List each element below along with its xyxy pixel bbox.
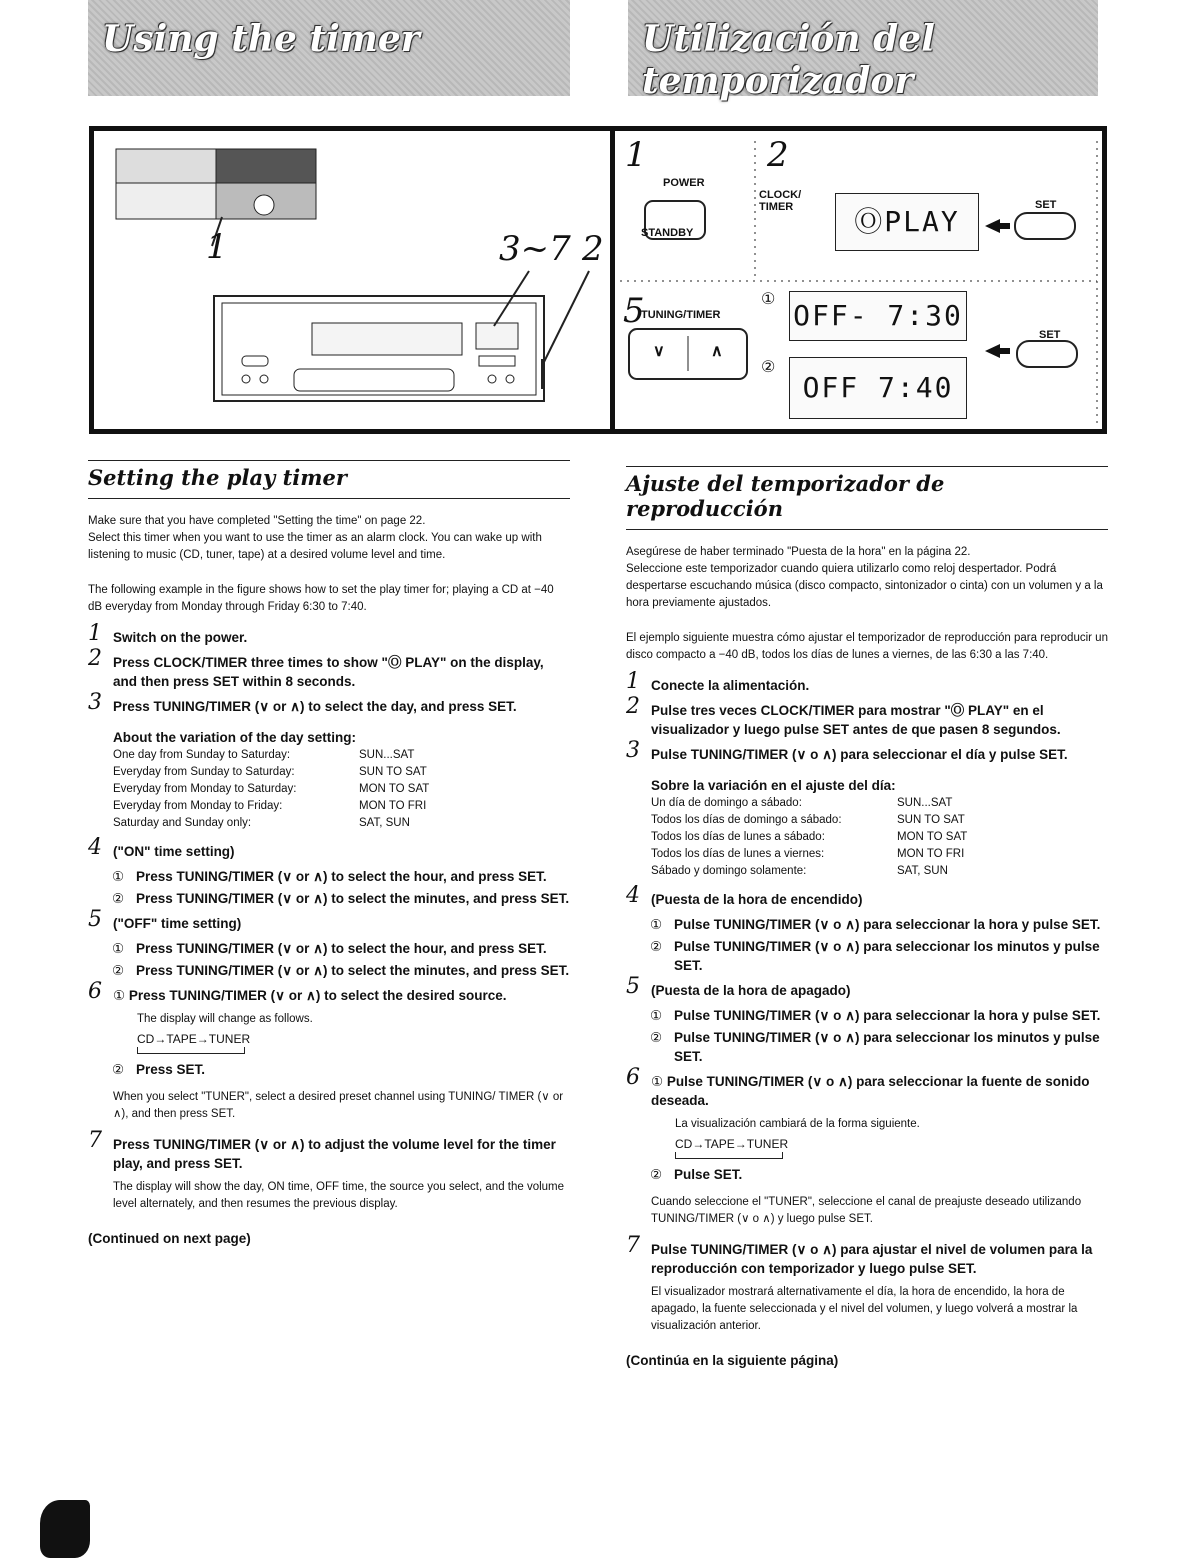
step-4b-text: Press TUNING/TIMER (∨ or ∧) to select the minutes, and press SET. [136,891,570,906]
step-1-es: 1 Conecte la alimentación. [626,669,810,694]
step-5b-es [650,1028,1108,1066]
var-value: MON TO FRI [897,848,965,860]
stereo-system-illustration [94,131,610,429]
var-label: Everyday from Sunday to Saturday: [113,766,295,778]
lcd-play-display: ⓄPLAY [835,193,979,251]
var-label: Todos los días de lunes a viernes: [651,848,825,860]
circle-1: ① [650,1008,663,1023]
down-button-label: ∨ [653,343,665,360]
step-6a-text: Pulse TUNING/TIMER (∨ o ∧) para seleccionar la fuente de sonido deseada. [651,1074,1090,1108]
tuning-timer-label: TUNING/TIMER [641,309,721,321]
step-5b-en [112,961,570,980]
panel-step-1: 1 [625,135,647,175]
table-row [113,798,437,815]
circle-2: ② [650,1167,663,1182]
tuner-note-es: Cuando seleccione el "TUNER", seleccione el canal de preajuste deseado utilizando TUNING/TIMER (∨ o ∧) y luego pulse SET. [651,1196,1082,1225]
intro2-en: Select this timer when you want to use the timer as an alarm clock. You can wake up with listening to music (CD, tuner, tape) at a desired volume level and time. [88,532,542,561]
intro3-es: El ejemplo siguiente muestra cómo ajustar el temporizador de reproducción para reproducir un disco compacto a −40 dB, todos los días de lunes a viernes, de las 6:30 a las 7:40. [626,632,1108,661]
variation-table-en [113,747,437,832]
var-value: MON TO FRI [359,800,427,812]
table-row [113,781,437,798]
var-value: SUN TO SAT [359,766,427,778]
step-1-text: Switch on the power. [113,630,248,645]
step-5b-text: Pulse TUNING/TIMER (∨ o ∧) para seleccionar los minutos y pulse SET. [674,1030,1100,1064]
step-2-text: Pulse tres veces CLOCK/TIMER para mostrar "Ⓞ PLAY" en el visualizador y luego pulse SET antes de que pasen 8 segundos. [651,703,1061,737]
section-title-es: Ajuste del temporizador de reproducción [626,466,1108,530]
standby-label: STANDBY [641,227,694,239]
step-3-es: 3 Pulse TUNING/TIMER (∨ o ∧) para seleccionar el día y pulse SET. [626,738,1068,763]
banner-title-en: Using the timer [102,18,420,60]
step-3-en: 3 Press TUNING/TIMER (∨ or ∧) to select the day, and press SET. [88,690,517,715]
step-7-text: Press TUNING/TIMER (∨ or ∧) to adjust the volume level for the timer play, and press SET. [113,1137,556,1171]
circle-1: ① [650,917,663,932]
step-5b-text: Press TUNING/TIMER (∨ or ∧) to select the minutes, and press SET. [136,963,570,978]
var-value: SAT, SUN [897,865,948,877]
variation-heading-en: About the variation of the day setting: [113,730,357,745]
step-7-note-en: The display will show the day, ON time, OFF time, the source you select, and the volume level alternately, and then resumes the previous display. [113,1181,565,1210]
step-4-en: 4 ("ON" time setting) [88,835,235,860]
step-6b-es [650,1165,1108,1184]
var-label: Everyday from Monday to Saturday: [113,783,297,795]
step-5a-text: Pulse TUNING/TIMER (∨ o ∧) para seleccionar la hora y pulse SET. [674,1008,1101,1023]
clock-timer-label: CLOCK/ TIMER [759,189,802,213]
intro-en [88,513,570,564]
lcd-off-hour: OFF- 7:30 [789,291,967,341]
table-row [651,812,975,829]
var-label: Un día de domingo a sábado: [651,797,802,809]
figure-label-3-7: 3~7 [499,229,571,269]
step-6-en: 6 ① Press TUNING/TIMER (∨ or ∧) to select the desired source. [88,979,507,1004]
lcd-off-minutes: OFF 7:40 [789,357,967,419]
set-label-bottom: SET [1039,329,1061,341]
section-title-en: Setting the play timer [88,460,570,499]
circle-2: ② [112,891,125,906]
step-7-en: 7 Press TUNING/TIMER (∨ or ∧) to adjust the volume level for the timer play, and press SET. [88,1128,556,1171]
cycle-return-arrow [675,1152,783,1159]
intro1-es: Asegúrese de haber terminado "Puesta de la hora" en la página 22. [626,546,971,558]
step-6-note-es: La visualización cambiará de la forma siguiente. [675,1118,920,1130]
step-2-en: 2 Press CLOCK/TIMER three times to show "Ⓞ PLAY" on the display, and then press SET within 8 seconds. [88,646,544,689]
step-7-text: Pulse TUNING/TIMER (∨ o ∧) para ajustar el nivel de volumen para la reproducción con temporizador y luego pulse SET. [651,1242,1093,1276]
spanish-column [626,466,1108,1368]
circle-1-label: ① [761,291,776,308]
table-row [651,795,975,812]
circle-1: ① [112,941,125,956]
var-value: SUN...SAT [359,749,415,761]
step-3-text: Pulse TUNING/TIMER (∨ o ∧) para seleccionar el día y pulse SET. [651,747,1068,762]
step-5-es: 5 (Puesta de la hora de apagado) [626,974,851,999]
var-label: Todos los días de lunes a sábado: [651,831,825,843]
step-4-text: ("ON" time setting) [113,844,235,859]
circle-2: ② [650,1030,663,1045]
set-label-top: SET [1035,199,1057,211]
step-6a-text: Press TUNING/TIMER (∨ or ∧) to select the desired source. [128,988,507,1003]
circle-2-label: ② [761,359,776,376]
var-value: MON TO SAT [897,831,968,843]
var-value: MON TO SAT [359,783,430,795]
step-5a-en [112,939,570,958]
circle-1: ① [113,988,126,1003]
figure-label-2: 2 [582,229,604,269]
step-7-es: 7 Pulse TUNING/TIMER (∨ o ∧) para ajustar el nivel de volumen para la reproducción con temporizador y luego pulse SET. [626,1233,1093,1276]
figure-left-panel [94,131,615,429]
step-4a-text: Press TUNING/TIMER (∨ or ∧) to select the hour, and press SET. [136,869,547,884]
corner-scan-mark [40,1500,90,1558]
table-row [651,863,975,880]
step-4b-en [112,889,570,908]
var-value: SUN...SAT [897,797,953,809]
step-6b-text: Press SET. [136,1062,206,1077]
tuner-note-en: When you select "TUNER", select a desired preset channel using TUNING/ TIMER (∨ or ∧), and then press SET. [113,1091,564,1120]
step-5a-es [650,1006,1108,1025]
panel-step-2: 2 [767,135,789,175]
step-6b-en [112,1060,570,1079]
step-4a-es [650,915,1108,934]
up-button-label: ∧ [711,343,723,360]
circle-2: ② [650,939,663,954]
english-column [88,460,570,1246]
step-2-es: 2 Pulse tres veces CLOCK/TIMER para mostrar "Ⓞ PLAY" en el visualizador y luego pulse SET antes de que pasen 8 segundos. [626,694,1061,737]
step-4a-text: Pulse TUNING/TIMER (∨ o ∧) para seleccionar la hora y pulse SET. [674,917,1101,932]
step-4-es: 4 (Puesta de la hora de encendido) [626,883,863,908]
source-cycle-en: CD→TAPE→TUNER [137,1032,251,1046]
circle-1: ① [112,869,125,884]
step-2-text: Press CLOCK/TIMER three times to show "Ⓞ PLAY" on the display, and then press SET within 8 seconds. [113,655,544,689]
var-label: Saturday and Sunday only: [113,817,252,829]
var-label: Sábado y domingo solamente: [651,865,807,877]
var-value: SAT, SUN [359,817,410,829]
continued-es: (Continúa en la siguiente página) [626,1353,839,1368]
step-1-text: Conecte la alimentación. [651,678,810,693]
intro3-en: The following example in the figure shows how to set the play timer for; playing a CD at −40 dB everyday from Monday through Friday 6:30 to 7:40. [88,584,554,613]
step-6b-text: Pulse SET. [674,1167,743,1182]
intro1-en: Make sure that you have completed "Setting the time" on page 22. [88,515,426,527]
step-5a-text: Press TUNING/TIMER (∨ or ∧) to select the hour, and press SET. [136,941,547,956]
banner-left [88,0,570,96]
step-7-note-es: El visualizador mostrará alternativamente el día, la hora de encendido, la hora de apagado, la fuente seleccionada y el nivel del volumen, y luego volverá a mostrar la visualización anterior. [651,1286,1078,1332]
step-5-en: 5 ("OFF" time setting) [88,907,242,932]
source-cycle-es: CD→TAPE→TUNER [675,1137,789,1151]
banner-right [628,0,1098,102]
var-label: Todos los días de domingo a sábado: [651,814,842,826]
continued-en: (Continued on next page) [88,1231,251,1246]
var-value: SUN TO SAT [897,814,965,826]
intro2-es: Seleccione este temporizador cuando quiera utilizarlo como reloj despertador. Podrá despertarse escuchando música (disco compacto, sintonizador o cinta) con un volumen y a la hora previamente ajustados. [626,563,1103,609]
circle-2: ② [112,1062,125,1077]
variation-table-es [651,795,975,880]
cycle-return-arrow [137,1047,245,1054]
table-row [113,815,437,832]
table-row [113,747,437,764]
panel-step-5: 5 [623,291,645,331]
banner-title-es: Utilización del temporizador [642,18,935,102]
var-label: Everyday from Monday to Friday: [113,800,283,812]
circle-2: ② [112,963,125,978]
step-6-es: 6 ① Pulse TUNING/TIMER (∨ o ∧) para seleccionar la fuente de sonido deseada. [626,1065,1090,1108]
power-label: POWER [663,177,705,189]
step-3-text: Press TUNING/TIMER (∨ or ∧) to select the day, and press SET. [113,699,517,714]
figure-right-panel [615,131,1102,429]
variation-heading-es: Sobre la variación en el ajuste del día: [651,778,896,793]
table-row [113,764,437,781]
table-row [651,846,975,863]
var-label: One day from Sunday to Saturday: [113,749,291,761]
step-1-en: 1 Switch on the power. [88,621,248,646]
circle-1: ① [651,1074,664,1089]
figure-label-1: 1 [206,227,228,267]
step-4a-en [112,867,570,886]
table-row [651,829,975,846]
timer-figure [89,126,1107,434]
step-6-note-en: The display will change as follows. [137,1013,313,1025]
step-4b-text: Pulse TUNING/TIMER (∨ o ∧) para seleccionar los minutos y pulse SET. [674,939,1100,973]
step-4-text: (Puesta de la hora de encendido) [651,892,863,907]
step-5-text: (Puesta de la hora de apagado) [651,983,851,998]
step-4b-es [650,937,1108,975]
step-5-text: ("OFF" time setting) [113,916,242,931]
intro-es [626,544,1108,612]
